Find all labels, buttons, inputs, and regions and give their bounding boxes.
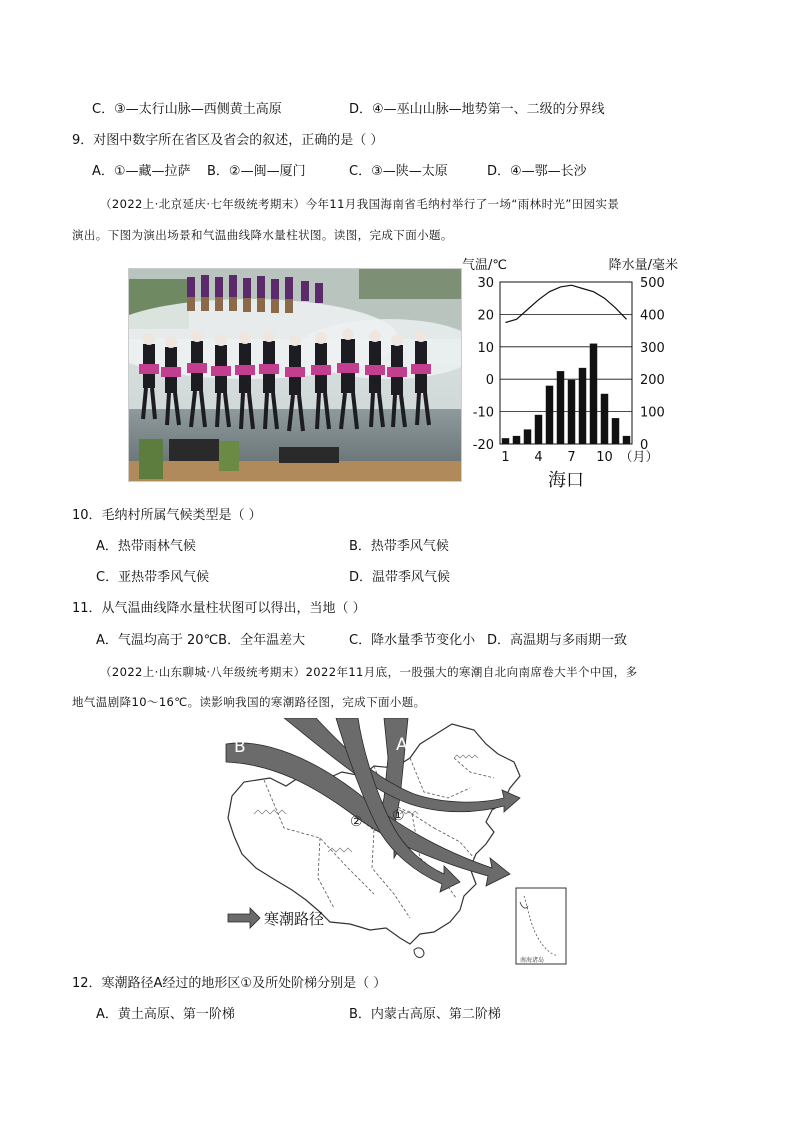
- left-tick-label: 0: [485, 373, 494, 389]
- q11-option-d: D．高温期与多雨期一致: [487, 633, 628, 648]
- right-tick-label: 100: [640, 405, 665, 421]
- q10-option-d: D．温带季风气候: [349, 570, 451, 585]
- cold-wave-map: [224, 718, 574, 968]
- x-tick-label: 4: [534, 450, 543, 465]
- right-tick-label: 500: [640, 276, 665, 291]
- q10-option-b: B．热带季风气候: [349, 539, 449, 554]
- q12-stem: 12．寒潮路径A经过的地形区①及所处阶梯分别是（ ）: [72, 976, 387, 991]
- passage2-line2: 地气温剧降10～16℃。读影响我国的寒潮路径图，完成下面小题。: [72, 695, 426, 709]
- left-tick-label: 30: [477, 276, 494, 291]
- passage1-line2: 演出。下图为演出场景和气温曲线降水量柱状图。读图，完成下面小题。: [72, 228, 453, 242]
- precip-bar: [568, 380, 575, 444]
- precip-bar: [546, 386, 553, 444]
- precip-bar: [590, 344, 597, 444]
- q9-option-c: C．③—陕—太原: [349, 164, 448, 179]
- performance-photo: [128, 268, 462, 482]
- q8-option-c: C．③—太行山脉—西侧黄土高原: [92, 102, 282, 117]
- chart-title: 海口: [548, 470, 584, 491]
- passage2-line1: （2022上·山东聊城·八年级统考期末）2022年11月底，一股强大的寒潮自北向南席卷大半个中国，多: [100, 665, 638, 679]
- right-tick-label: 400: [640, 308, 665, 324]
- q11-option-c: C．降水量季节变化小: [349, 633, 476, 648]
- right-tick-label: 0: [640, 438, 649, 453]
- right-axis-title: 降水量/毫米: [608, 258, 678, 273]
- q9-stem: 9．对图中数字所在省区及省会的叙述，正确的是（ ）: [72, 133, 384, 148]
- precip-bar: [623, 436, 630, 444]
- q11-option-ab: A．气温均高于 20℃B．全年温差大: [96, 633, 306, 648]
- legend-label: 寒潮路径: [264, 910, 325, 928]
- left-tick-label: 10: [477, 340, 494, 356]
- precip-bar: [579, 368, 586, 444]
- x-tick-label: 7: [567, 450, 576, 465]
- left-tick-label: -20: [472, 438, 494, 453]
- x-tick-label: 1: [501, 450, 510, 465]
- q12-option-a: A．黄土高原、第一阶梯: [96, 1007, 235, 1022]
- temperature-line: [506, 285, 627, 322]
- precip-bar: [601, 394, 608, 444]
- q10-option-a: A．热带雨林气候: [96, 539, 196, 554]
- passage1-line1: （2022上·北京延庆·七年级统考期末）今年11月我国海南省毛纳村举行了一场“雨林时光”田园实景: [100, 197, 620, 211]
- precip-bar: [557, 371, 564, 444]
- q8-option-d: D．④—巫山山脉—地势第一、二级的分界线: [349, 102, 605, 117]
- left-axis-title: 气温/℃: [462, 258, 507, 273]
- right-tick-label: 200: [640, 373, 665, 389]
- right-tick-label: 300: [640, 340, 665, 356]
- x-axis-unit: （月）: [619, 450, 659, 465]
- left-tick-label: 20: [477, 308, 494, 324]
- inset-label: 南海诸岛: [520, 957, 545, 964]
- region-mark-1: ①: [392, 808, 405, 824]
- q10-stem: 10．毛纳村所属气候类型是（ ）: [72, 508, 262, 523]
- region-mark-2: ②: [350, 814, 363, 830]
- q9-option-b: B．②—闽—厦门: [207, 164, 306, 179]
- q10-option-c: C．亚热带季风气候: [96, 570, 210, 585]
- precip-bar: [524, 429, 531, 444]
- route-label-b: B: [234, 737, 246, 757]
- precip-bar: [513, 436, 520, 444]
- precip-bar: [612, 418, 619, 444]
- route-label-a: A: [396, 735, 408, 755]
- left-tick-label: -10: [472, 405, 494, 421]
- q12-option-b: B．内蒙古高原、第二阶梯: [349, 1007, 501, 1022]
- precip-bar: [535, 415, 542, 444]
- q9-option-a: A．①—藏—拉萨: [92, 164, 191, 179]
- q11-stem: 11．从气温曲线降水量柱状图可以得出，当地（ ）: [72, 601, 366, 616]
- precip-bar: [502, 438, 509, 444]
- south-china-sea-inset: [516, 888, 566, 964]
- x-tick-label: 10: [596, 450, 613, 465]
- legend-arrow-icon: [228, 908, 260, 928]
- climate-chart: [460, 252, 680, 492]
- q9-option-d: D．④—鄂—长沙: [487, 164, 587, 179]
